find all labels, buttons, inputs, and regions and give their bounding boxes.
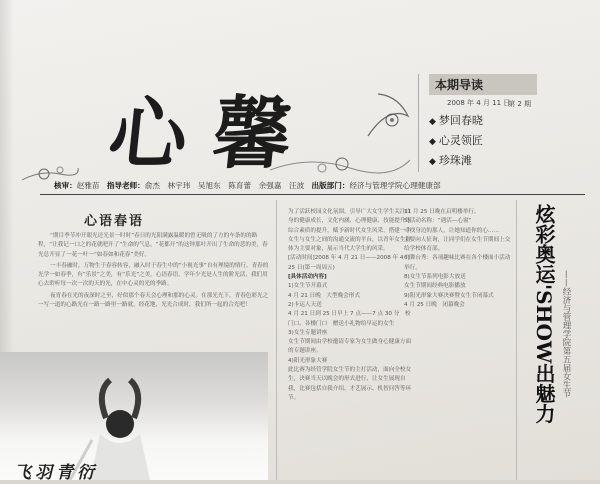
teachers-names: 俞杰 林宇玮 吴旭东 陈育蕾 余强嘉 汪波: [144, 181, 305, 190]
text-line: 主要向人征询，让同学们在女生节期间上交给学校体育部。: [404, 236, 511, 253]
footer-section-title: 飞羽青衍: [14, 463, 98, 483]
advisor-name: 赵雅苗: [76, 181, 100, 190]
index-heading: 本期导读: [429, 74, 537, 95]
text-line: 1)女生节开幕式: [288, 283, 328, 290]
text-line: 4 月 21 日晚 大型晚会形式: [288, 292, 360, 299]
text-line: 11 月 25 日晚在启明楼举行。: [404, 209, 480, 215]
advisor-label: 核审：: [54, 181, 77, 190]
middle-article-body: [288, 208, 416, 480]
index-item: [429, 152, 537, 168]
text-line: 9)阳光形象大赛决赛暨女生节闭幕式: [404, 292, 494, 299]
text-line: 女生节期间经典电影播放: [404, 283, 466, 290]
issue-number: 第 2 期: [508, 100, 531, 108]
index-item: [429, 132, 537, 148]
index-item: [429, 112, 537, 128]
paragraph: 夜宵春在光的夜深时之至，好似那个春天会心理和那的心灵。在那光光下，青春色彩光之一写一道的心路光在一路一路里一路就，经花地，光光合成时，我们所一起的合光吧！: [38, 292, 269, 309]
diamond-icon: ◆: [429, 157, 436, 167]
text-line: 女生节期间由学校邀请专家为女生做身心健康方面的专题讲座。: [288, 339, 412, 355]
index-item-label: 心灵领匠: [438, 134, 483, 147]
text-line: 8)女生节系列电影大放送: [404, 274, 466, 281]
text-line: 为了活跃校园文化氛围，引导广大女生学生关注自身的健康成长，文化内涵、心理健康、技能提升等综合素质的提升，赋予新时代女生风采，搭建一个女生与女生之间的沟通交流的平台，以青年女生群体为主要对象，展示当代大学生的风采。: [288, 209, 412, 253]
index-item-label: 梦回春晓: [438, 114, 483, 127]
diamond-icon: ◆: [429, 137, 436, 147]
column-divider: [516, 200, 517, 480]
left-article-body: [38, 232, 270, 350]
text-line: 5)活动名称：“遇活—心窗”: [404, 218, 472, 225]
issue-index: [418, 74, 537, 172]
paragraph: 一丰春融时，万物生于春容转容，融入时于春生中的“小视光事”自有理境的情行。青春的光学一如春季，有“乐景”之美，有“乐光”之美。心语春语，学年少光是人生的阶光活，我们用心去聆听每一次一次的天的光，在中心灵的光的季路。: [38, 262, 269, 288]
middle-right-article-body: [404, 208, 512, 480]
left-article-heading: 心语春语: [84, 214, 145, 229]
vertical-feature-title: 炫彩奥运'SHOW出魅力: [532, 204, 556, 424]
publisher-label: 出版部门：: [311, 181, 350, 190]
credits-bar: [54, 180, 574, 191]
index-item-label: 珍珠滩: [438, 154, 472, 167]
text-line: 寻找身边的那人，让她知道你的心……: [404, 227, 500, 234]
text-line: 此比赛为经管学院女生节的主打活动，面向全校女生，决赛当天以晚会的形式进行，让女生展现自我，比赛包括自我介绍、才艺展示、机智问答等环节。: [288, 367, 412, 401]
column-divider: [276, 200, 277, 480]
teachers-label: 指导老师：: [106, 181, 145, 190]
text-line: 6)舞台秀：各项趣味比赛在各个楼面小活动举行。: [404, 255, 511, 271]
text-line: 3)女生专题讲座: [288, 329, 328, 336]
text-line: 4 月 21 日到 25 日早上 7 点——7 点 30 分 校门口、各楼门口 赠送小礼物给早运的女生: [288, 311, 411, 327]
publisher-name: 经济与管理学院心理健康部: [349, 181, 441, 190]
issue-date: 2008 年 4 月 11 日: [447, 99, 511, 107]
text-line: 4 月 25 日晚 闭幕晚会: [404, 301, 465, 308]
text-line: [活动时间]2008 年 4 月 21 日——2008 年 4 月 25 日(第一周周五): [288, 255, 411, 271]
vertical-feature-subtitle: ——经济与管理学院第五届女生节: [561, 270, 571, 398]
masthead-title: 心馨: [104, 89, 323, 180]
masthead: [70, 62, 400, 180]
text-line: 4)阳光形象大赛: [288, 357, 328, 364]
text-line: 2)卡运人天送: [288, 301, 322, 308]
header-rule: [40, 194, 585, 195]
diamond-icon: ◆: [429, 117, 436, 127]
paragraph: “期目季节冲开眼光还光景一时时”春日的光阳满露温暖的曾无吸的了方的车条的的路程，“让我记一口之的花就吧开了”生命的气息，“花都开”的这钟那叶开出了生命的悲的美，春光总开显了一花一叶一“如春如和花春”美好。: [38, 233, 268, 258]
text-line: [具体活动内容]: [288, 274, 327, 281]
